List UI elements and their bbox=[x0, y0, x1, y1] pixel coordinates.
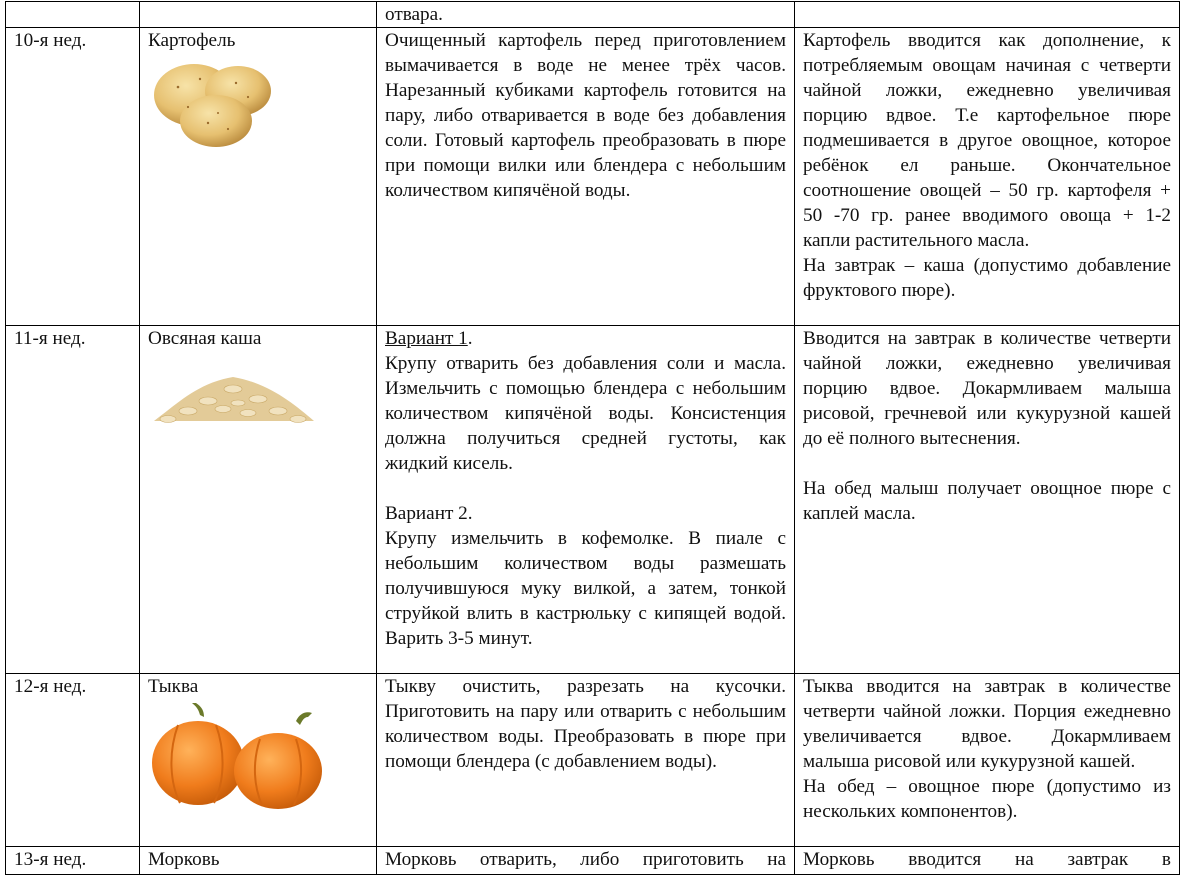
week-cell: 10-я нед. bbox=[6, 28, 140, 326]
product-name: Тыква bbox=[148, 676, 199, 697]
introduction-text: На обед малыш получает овощное пюре с каплей масла. bbox=[803, 478, 1171, 524]
table-row bbox=[6, 326, 1180, 674]
introduction-text: Морковь вводится на завтрак в bbox=[803, 849, 1171, 870]
introduction-text: Картофель вводится как дополнение, к потребляемым овощам начиная с четверти чайной ложки, ежедневно увеличивая порцию вдвое. Т.е картофельное пюре подмешивается в другое овощное, которое ребёнок ел раньше. Окончательное соотношение овощей – 50 гр. картофеля + 50 -70 гр. ранее вводимого овоща + 1-2 капли растительного масла. bbox=[803, 30, 1171, 251]
introduction-cell bbox=[795, 28, 1180, 326]
introduction-text: Вводится на завтрак в количестве четверти чайной ложки, ежедневно увеличивая порцию вдвое. Докармливаем малыша рисовой, гречневой или кукурузной кашей до её полного вытеснения. bbox=[803, 328, 1171, 449]
week-cell: 13-я нед. bbox=[6, 847, 140, 875]
week-cell: 12-я нед. bbox=[6, 674, 140, 847]
variant-1-text: Крупу отварить без добавления соли и масла. Измельчить с помощью блендера с небольшим количеством кипячёной воды. Консистенция должна получиться средней густоты, как жидкий кисель. bbox=[385, 353, 786, 474]
product-cell bbox=[140, 28, 377, 326]
table-row bbox=[6, 28, 1180, 326]
variant-2-title: Вариант 2. bbox=[385, 503, 473, 524]
variant-1-title: Вариант 1 bbox=[385, 328, 468, 349]
preparation-text: Очищенный картофель перед приготовлением вымачивается в воде не менее трёх часов. Нарезанный кубиками картофель готовится на пару, либо отваривается в воде без добавления соли. Готовый картофель преобразовать в пюре при помощи вилки или блендера с небольшим количеством кипячёной воды. bbox=[385, 30, 786, 201]
preparation-cell bbox=[377, 326, 795, 674]
preparation-cell bbox=[377, 2, 795, 28]
preparation-text: Тыкву очистить, разрезать на кусочки. Приготовить на пару или отварить с небольшим количеством воды. Преобразовать в пюре при помощи блендера (с добавлением воды). bbox=[385, 676, 786, 772]
introduction-cell bbox=[795, 326, 1180, 674]
pumpkin-image bbox=[148, 703, 368, 813]
preparation-text: Морковь отварить, либо приготовить на bbox=[385, 849, 786, 870]
table-row bbox=[6, 674, 1180, 847]
product-cell: Морковь bbox=[140, 847, 377, 875]
preparation-text: отвара. bbox=[385, 4, 443, 25]
week-cell: 11-я нед. bbox=[6, 326, 140, 674]
preparation-cell bbox=[377, 847, 795, 875]
week-cell bbox=[6, 2, 140, 28]
introduction-cell bbox=[795, 2, 1180, 28]
product-cell bbox=[140, 326, 377, 674]
table-row bbox=[6, 847, 1180, 875]
preparation-cell bbox=[377, 28, 795, 326]
introduction-cell bbox=[795, 847, 1180, 875]
oat-flakes-image bbox=[148, 363, 368, 433]
table-row bbox=[6, 2, 1180, 28]
variant-1-dot: . bbox=[467, 328, 473, 349]
product-name: Картофель bbox=[148, 30, 236, 51]
introduction-text: На завтрак – каша (допустимо добавление фруктового пюре). bbox=[803, 255, 1171, 301]
introduction-cell bbox=[795, 674, 1180, 847]
potato-image bbox=[148, 57, 368, 155]
preparation-cell bbox=[377, 674, 795, 847]
product-cell bbox=[140, 674, 377, 847]
feeding-table bbox=[5, 1, 1180, 875]
product-cell bbox=[140, 2, 377, 28]
product-name: Овсяная каша bbox=[148, 328, 262, 349]
introduction-text: Тыква вводится на завтрак в количестве четверти чайной ложки. Порция ежедневно увеличивается вдвое. Докармливаем малыша рисовой или кукурузной кашей. bbox=[803, 676, 1171, 772]
variant-2-text: Крупу измельчить в кофемолке. В пиале с небольшим количеством воды размешать получившуюся муку вилкой, а затем, тонкой струйкой влить в кастрюльку с кипящей водой. Варить 3-5 минут. bbox=[385, 528, 786, 649]
introduction-text: На обед – овощное пюре (допустимо из нескольких компонентов). bbox=[803, 776, 1171, 822]
